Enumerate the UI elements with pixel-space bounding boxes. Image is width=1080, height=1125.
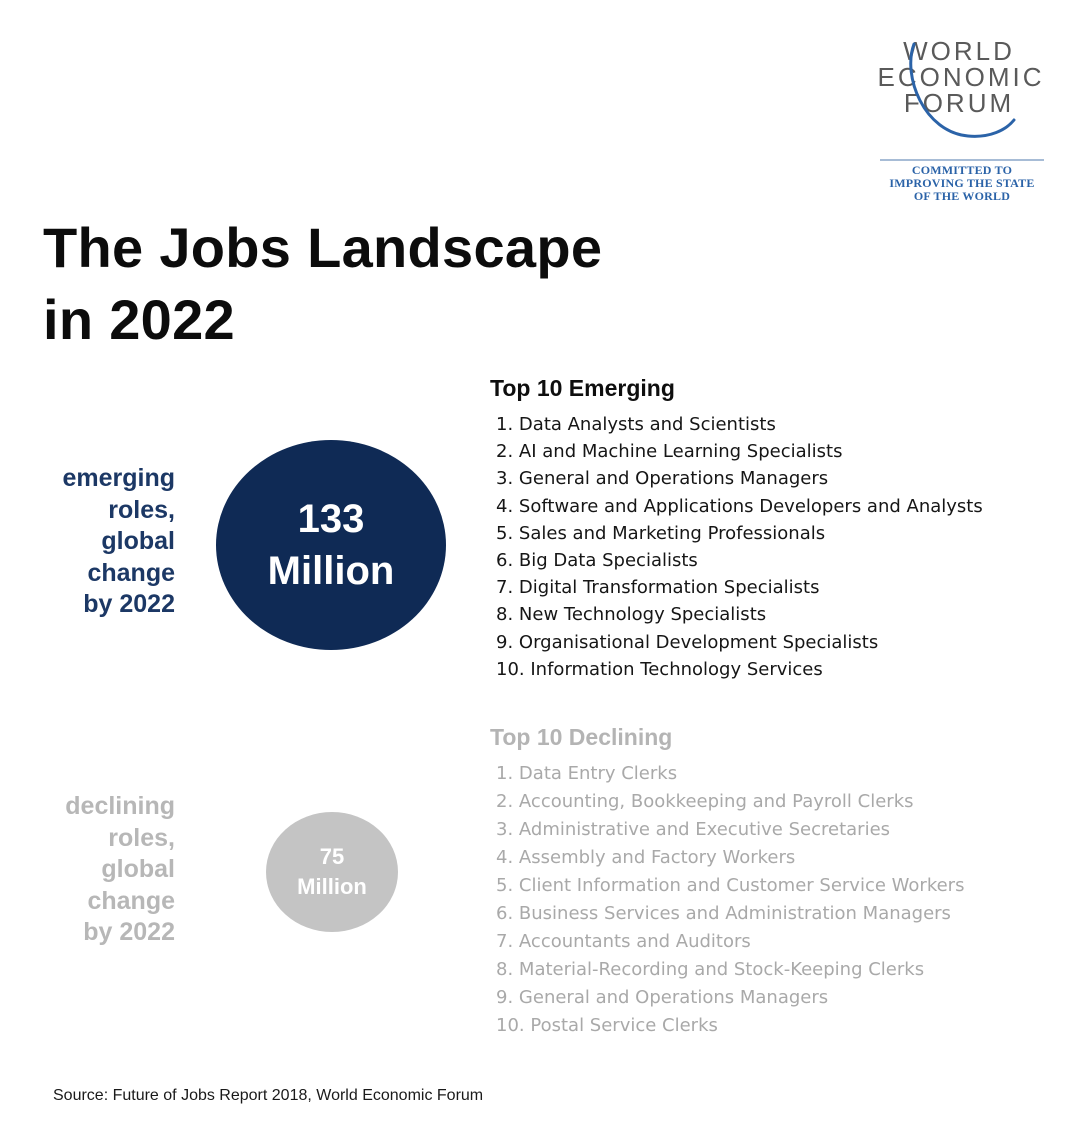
item-text: Digital Transformation Specialists <box>518 577 820 599</box>
item-text: Accounting, Bookkeeping and Payroll Clerks <box>518 791 914 812</box>
list-item <box>490 601 1070 628</box>
list-item <box>490 1012 1070 1040</box>
list-item <box>490 816 1070 844</box>
emerging-list <box>490 411 1070 683</box>
label-line: by 2022 <box>83 590 175 618</box>
declining-total-circle <box>266 812 398 932</box>
item-text: Postal Service Clerks <box>530 1015 718 1036</box>
declining-list <box>490 760 1070 1040</box>
list-item <box>490 520 1070 547</box>
logo-tagline-line: IMPROVING THE STATE <box>889 176 1035 190</box>
wef-logo <box>872 36 1052 211</box>
item-number: 5. <box>496 522 514 544</box>
label-line: change <box>87 886 175 915</box>
item-text: Software and Applications Developers and Analysts <box>518 495 983 517</box>
list-item <box>490 984 1070 1012</box>
item-number: 9. <box>496 631 514 653</box>
list-item <box>490 465 1070 492</box>
item-text: Client Information and Customer Service Workers <box>518 875 965 896</box>
emerging-list-section <box>490 373 1070 683</box>
label-line: roles, <box>108 495 175 524</box>
declining-roles-label <box>0 791 175 949</box>
item-number: 6. <box>496 903 514 924</box>
item-number: 4. <box>496 495 514 517</box>
list-item <box>490 629 1070 656</box>
item-number: 3. <box>496 819 514 840</box>
item-number: 2. <box>496 441 514 463</box>
item-number: 6. <box>496 549 514 571</box>
label-line: declining <box>65 792 175 820</box>
item-text: Data Analysts and Scientists <box>518 414 776 435</box>
list-item <box>490 928 1070 956</box>
source-note: Source: Future of Jobs Report 2018, World Economic Forum <box>53 1087 484 1104</box>
list-item <box>490 956 1070 984</box>
label-line: change <box>87 558 175 587</box>
emerging-roles-label <box>0 463 175 621</box>
item-number: 8. <box>496 604 514 626</box>
item-text: Data Entry Clerks <box>518 763 678 784</box>
logo-line-economic: ECONOMIC <box>877 62 1045 92</box>
list-item <box>490 844 1070 872</box>
page-title <box>43 212 602 356</box>
emerging-list-heading: Top 10 Emerging <box>490 375 675 401</box>
item-number: 9. <box>496 987 514 1008</box>
item-text: Organisational Development Specialists <box>518 631 879 653</box>
item-text: Big Data Specialists <box>518 549 698 571</box>
item-text: Information Technology Services <box>530 658 823 680</box>
logo-tagline <box>872 164 1052 203</box>
logo-line-world: WORLD <box>903 36 1015 66</box>
item-number: 10. <box>496 1015 525 1036</box>
list-item <box>490 760 1070 788</box>
item-text: Accountants and Auditors <box>518 931 751 952</box>
item-number: 5. <box>496 875 514 896</box>
list-item <box>490 900 1070 928</box>
label-line: roles, <box>108 823 175 852</box>
list-item <box>490 788 1070 816</box>
item-number: 8. <box>496 959 514 980</box>
list-item <box>490 411 1070 438</box>
item-number: 2. <box>496 791 514 812</box>
label-line: global <box>101 527 175 555</box>
item-number: 7. <box>496 577 514 599</box>
item-text: AI and Machine Learning Specialists <box>518 441 843 463</box>
item-text: Material-Recording and Stock-Keeping Clerks <box>518 959 925 980</box>
emerging-total-unit: Million <box>267 549 395 593</box>
page-title-line: The Jobs Landscape <box>43 216 603 279</box>
label-line: global <box>101 855 175 883</box>
item-text: New Technology Specialists <box>518 604 767 626</box>
list-item <box>490 656 1070 683</box>
item-number: 1. <box>496 763 514 784</box>
declining-list-heading: Top 10 Declining <box>490 724 673 750</box>
emerging-total-circle <box>216 440 446 650</box>
declining-list-section <box>490 722 1070 1040</box>
logo-tagline-line: OF THE WORLD <box>913 189 1011 203</box>
label-line: emerging <box>62 464 175 492</box>
list-item <box>490 493 1070 520</box>
item-number: 7. <box>496 931 514 952</box>
list-item <box>490 872 1070 900</box>
logo-tagline-line: COMMITTED TO <box>911 163 1013 177</box>
list-item <box>490 438 1070 465</box>
declining-total-value: 75 <box>319 844 345 869</box>
item-number: 3. <box>496 468 514 490</box>
label-line: by 2022 <box>83 918 175 946</box>
item-number: 1. <box>496 414 514 435</box>
list-item <box>490 547 1070 574</box>
item-number: 10. <box>496 658 525 680</box>
item-text: Assembly and Factory Workers <box>518 847 796 868</box>
item-text: General and Operations Managers <box>518 468 829 490</box>
item-text: Sales and Marketing Professionals <box>518 522 826 544</box>
item-text: Business Services and Administration Managers <box>518 903 951 924</box>
item-text: General and Operations Managers <box>518 987 829 1008</box>
emerging-total-value: 133 <box>297 497 365 541</box>
item-text: Administrative and Executive Secretaries <box>518 819 891 840</box>
page-title-line: in 2022 <box>43 288 236 351</box>
wef-logo-mark <box>872 36 1052 161</box>
declining-total-unit: Million <box>297 874 367 899</box>
logo-line-forum: FORUM <box>903 88 1015 118</box>
item-number: 4. <box>496 847 514 868</box>
list-item <box>490 574 1070 601</box>
